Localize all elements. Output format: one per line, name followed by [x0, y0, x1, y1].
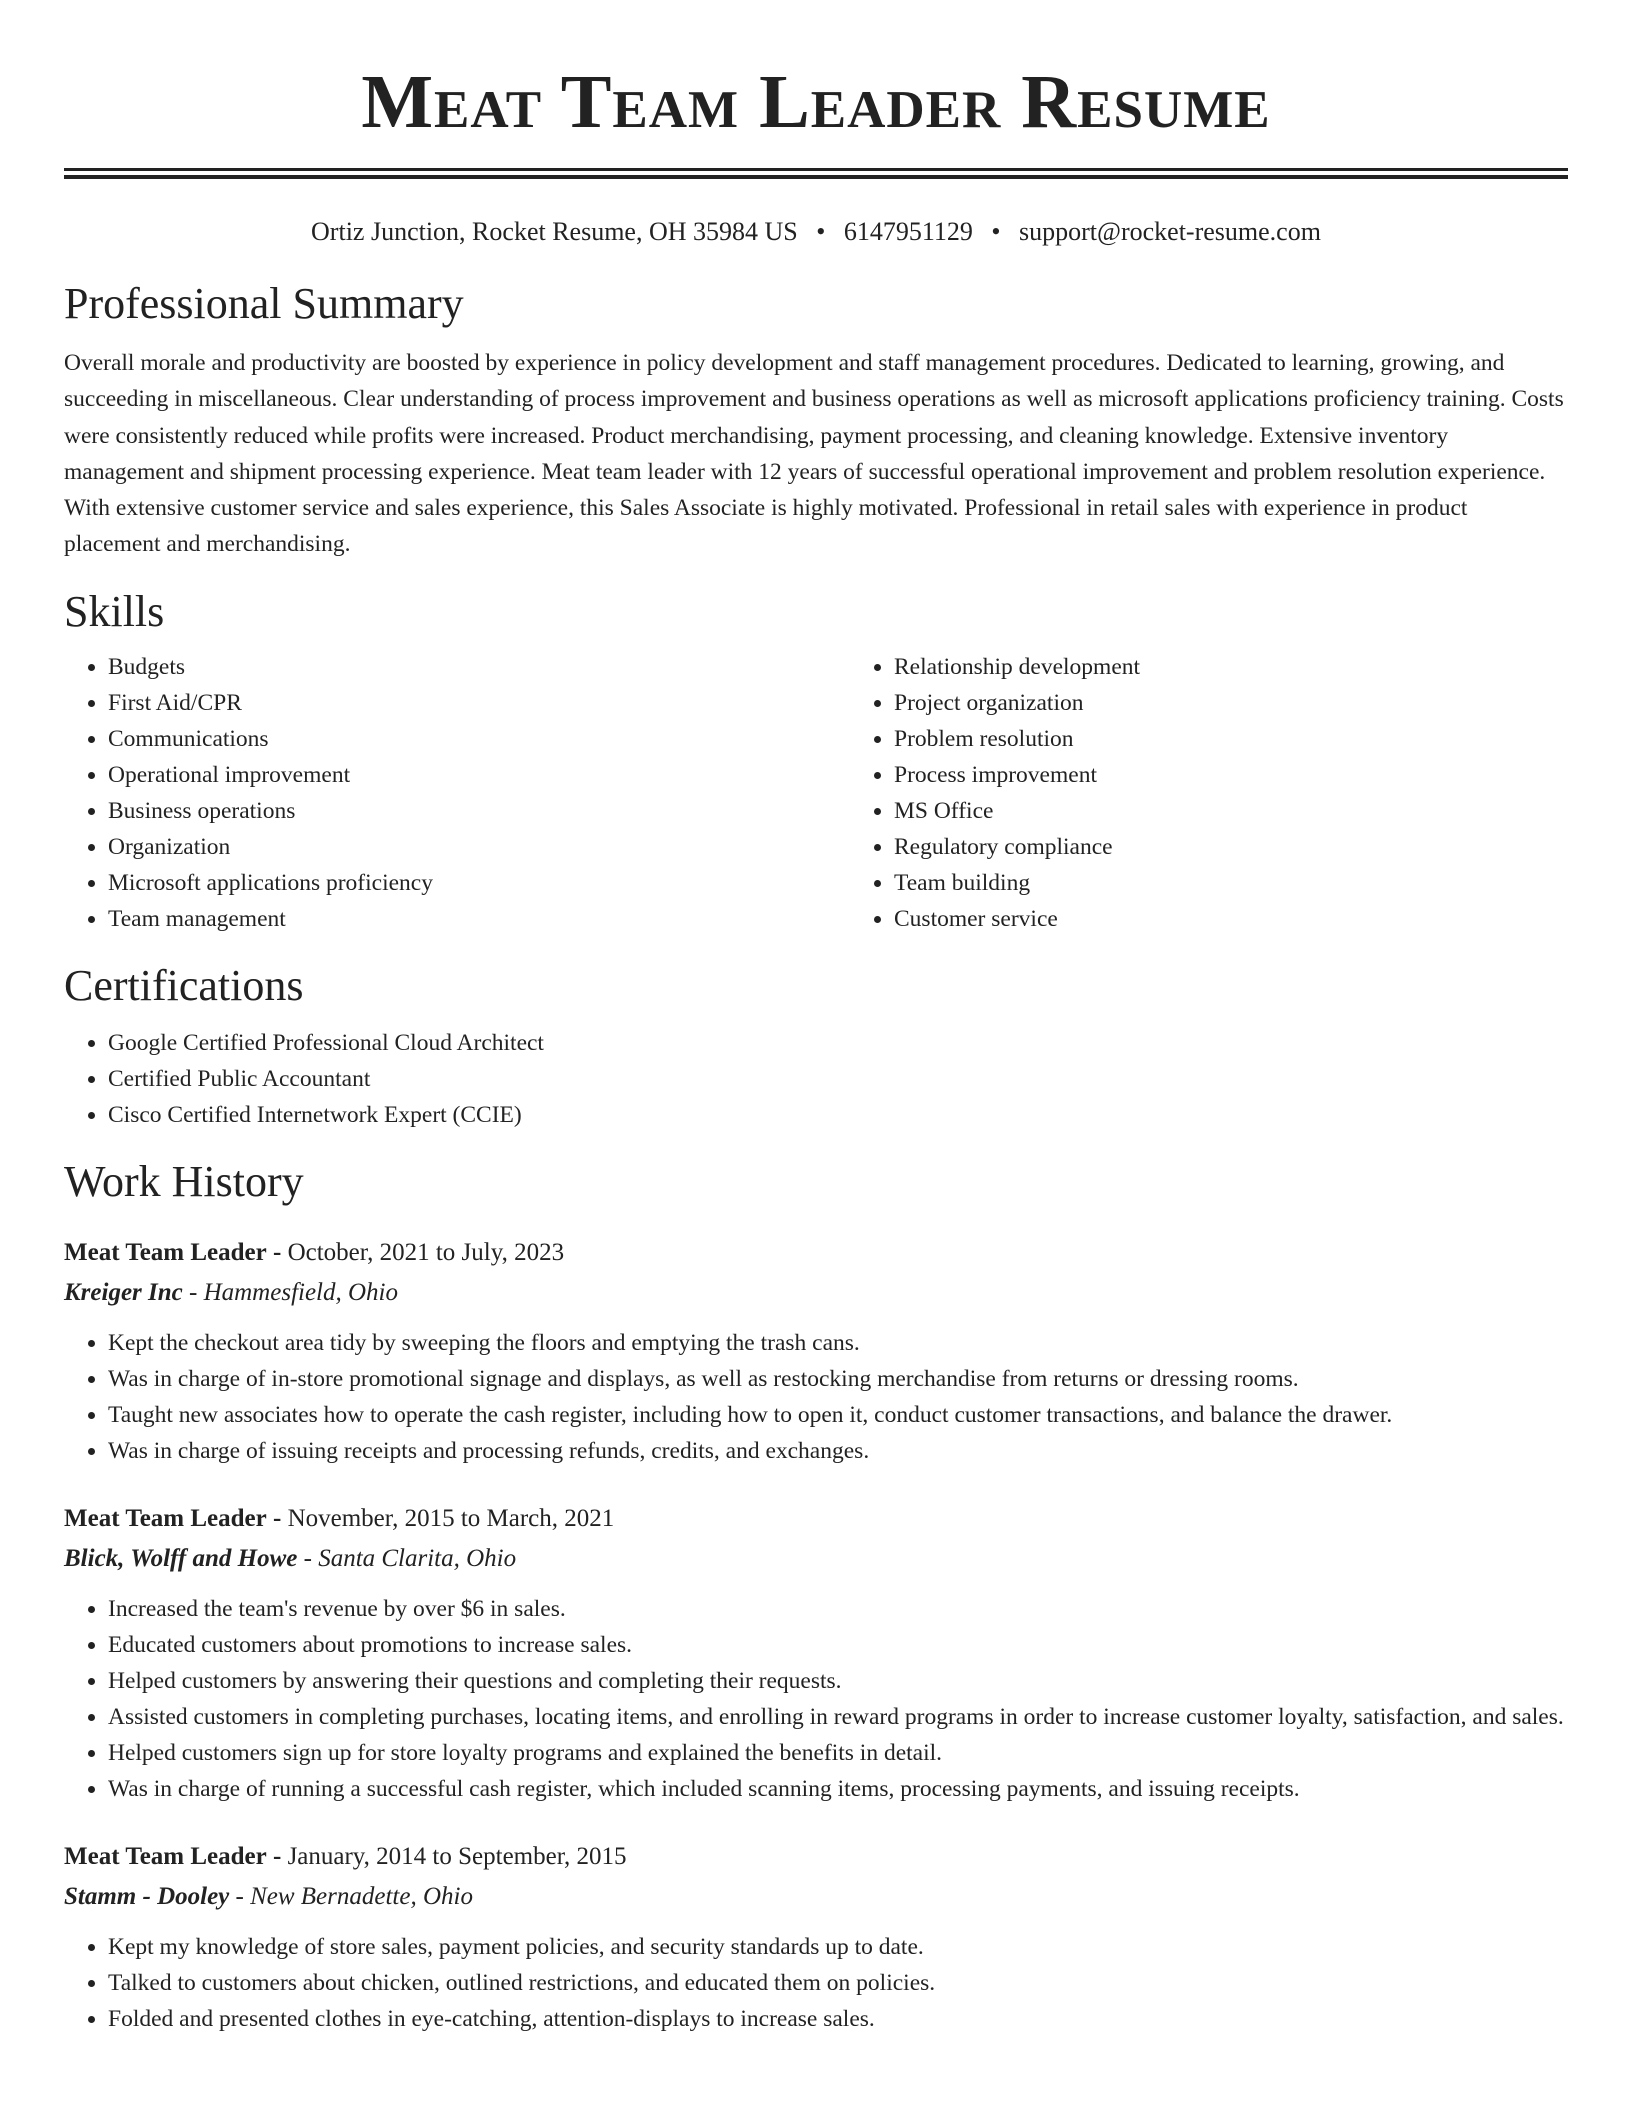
job-bullets [64, 1591, 1568, 1807]
skills-columns [64, 649, 1568, 937]
job-dash: - [272, 1504, 282, 1532]
skill-item: • Budgets [108, 649, 850, 685]
job-bullet: • Increased the team's revenue by over $6 in sales. [108, 1591, 1568, 1627]
job-title-line [64, 1233, 1568, 1273]
job-bullet: • Helped customers sign up for store loyalty programs and explained the benefits in detail. [108, 1735, 1568, 1771]
job-location: Santa Clarita, Ohio [318, 1544, 517, 1572]
job-bullet: • Educated customers about promotions to increase sales. [108, 1627, 1568, 1663]
job-bullet: • Was in charge of issuing receipts and processing refunds, credits, and exchanges. [108, 1433, 1568, 1469]
skill-item: • Relationship development [894, 649, 1632, 685]
contact-address: Ortiz Junction, Rocket Resume, OH 35984 US [311, 217, 798, 246]
job-entry [64, 1499, 1568, 1807]
job-bullet: • Helped customers by answering their questions and completing their requests. [108, 1663, 1568, 1699]
skill-item: • Project organization [894, 685, 1632, 721]
job-dash: - [235, 1882, 244, 1910]
job-dates: November, 2015 to March, 2021 [287, 1504, 615, 1532]
job-title-line [64, 1499, 1568, 1539]
job-location: New Bernadette, Ohio [250, 1882, 473, 1910]
skill-item: • MS Office [894, 793, 1632, 829]
certification-item: • Certified Public Accountant [108, 1061, 1568, 1097]
contact-email: support@rocket-resume.com [1019, 217, 1321, 246]
skill-item: • Organization [108, 829, 850, 865]
certification-item: • Google Certified Professional Cloud Architect [108, 1025, 1568, 1061]
certifications-list [64, 1025, 1568, 1133]
skill-item: • Problem resolution [894, 721, 1632, 757]
work-history-heading: Work History [64, 1156, 304, 1206]
certification-item: • Cisco Certified Internetwork Expert (CCIE) [108, 1097, 1568, 1133]
job-dates: October, 2021 to July, 2023 [287, 1238, 565, 1266]
skill-item: • Customer service [894, 901, 1632, 937]
skills-list-right [850, 649, 1632, 937]
job-company-line [64, 1273, 1568, 1313]
job-entry [64, 1837, 1568, 2037]
job-dash: - [272, 1842, 282, 1870]
resume-title: Meat Team Leader Resume [361, 60, 1271, 144]
skill-item: • Microsoft applications proficiency [108, 865, 850, 901]
certifications-heading: Certifications [64, 960, 304, 1010]
job-bullet: • Folded and presented clothes in eye-catching, attention-displays to increase sales. [108, 2001, 1568, 2037]
job-bullet: • Was in charge of running a successful cash register, which included scanning items, processing payments, and issuing receipts. [108, 1771, 1568, 1807]
contact-separator: • [991, 217, 1001, 246]
job-title: Meat Team Leader [64, 1504, 267, 1532]
skill-item: • Communications [108, 721, 850, 757]
job-dash: - [272, 1238, 282, 1266]
job-bullet: • Kept the checkout area tidy by sweeping the floors and emptying the trash cans. [108, 1325, 1568, 1361]
summary-heading: Professional Summary [64, 279, 464, 328]
contact-phone: 6147951129 [843, 217, 973, 246]
skill-item: • Business operations [108, 793, 850, 829]
skill-item: • Process improvement [894, 757, 1632, 793]
job-company: Kreiger Inc [64, 1278, 183, 1306]
job-location: Hammesfield, Ohio [203, 1278, 398, 1306]
job-bullet: • Talked to customers about chicken, outlined restrictions, and educated them on policies. [108, 1965, 1568, 2001]
job-bullets [64, 1929, 1568, 2037]
job-company: Stamm - Dooley [64, 1882, 230, 1910]
job-company: Blick, Wolff and Howe [64, 1544, 298, 1572]
contact-separator: • [816, 217, 826, 246]
skill-item: • Team building [894, 865, 1632, 901]
contact-line [64, 217, 1568, 247]
job-bullets [64, 1325, 1568, 1469]
job-bullet: • Taught new associates how to operate the cash register, including how to open it, conduct customer transactions, and balance the drawer. [108, 1397, 1568, 1433]
skill-item: • Regulatory compliance [894, 829, 1632, 865]
title-divider [64, 168, 1568, 179]
job-title: Meat Team Leader [64, 1238, 267, 1266]
job-title-line [64, 1837, 1568, 1877]
job-dates: January, 2014 to September, 2015 [287, 1842, 627, 1870]
skills-heading: Skills [64, 586, 165, 636]
job-bullet: • Kept my knowledge of store sales, payment policies, and security standards up to date. [108, 1929, 1568, 1965]
job-company-line [64, 1877, 1568, 1917]
job-title: Meat Team Leader [64, 1842, 267, 1870]
skill-item: • First Aid/CPR [108, 685, 850, 721]
job-bullet: • Was in charge of in-store promotional signage and displays, as well as restocking merchandise from returns or dressing rooms. [108, 1361, 1568, 1397]
skill-item: • Team management [108, 901, 850, 937]
job-dash: - [303, 1544, 312, 1572]
summary-text: Overall morale and productivity are boosted by experience in policy development and staff management procedures. Dedicated to learning, growing, and succeeding in miscellaneous. Clear understanding of process improvement and business operations as well as microsoft applications proficiency training. Costs were consistently reduced while profits were increased. Product merchandising, payment processing, and cleaning knowledge. Extensive inventory management and shipment processing experience. Meat team leader with 12 years of successful operational improvement and problem resolution experience. With extensive customer service and sales experience, this Sales Associate is highly motivated. Professional in retail sales with experience in product placement and merchandising. [64, 350, 1564, 558]
skill-item: • Operational improvement [108, 757, 850, 793]
job-bullet: • Assisted customers in completing purchases, locating items, and enrolling in reward programs in order to increase customer loyalty, satisfaction, and sales. [108, 1699, 1568, 1735]
job-company-line [64, 1539, 1568, 1579]
job-entry [64, 1233, 1568, 1469]
job-dash: - [189, 1278, 198, 1306]
resume-page [64, 0, 1568, 2037]
skills-list-left [64, 649, 850, 937]
